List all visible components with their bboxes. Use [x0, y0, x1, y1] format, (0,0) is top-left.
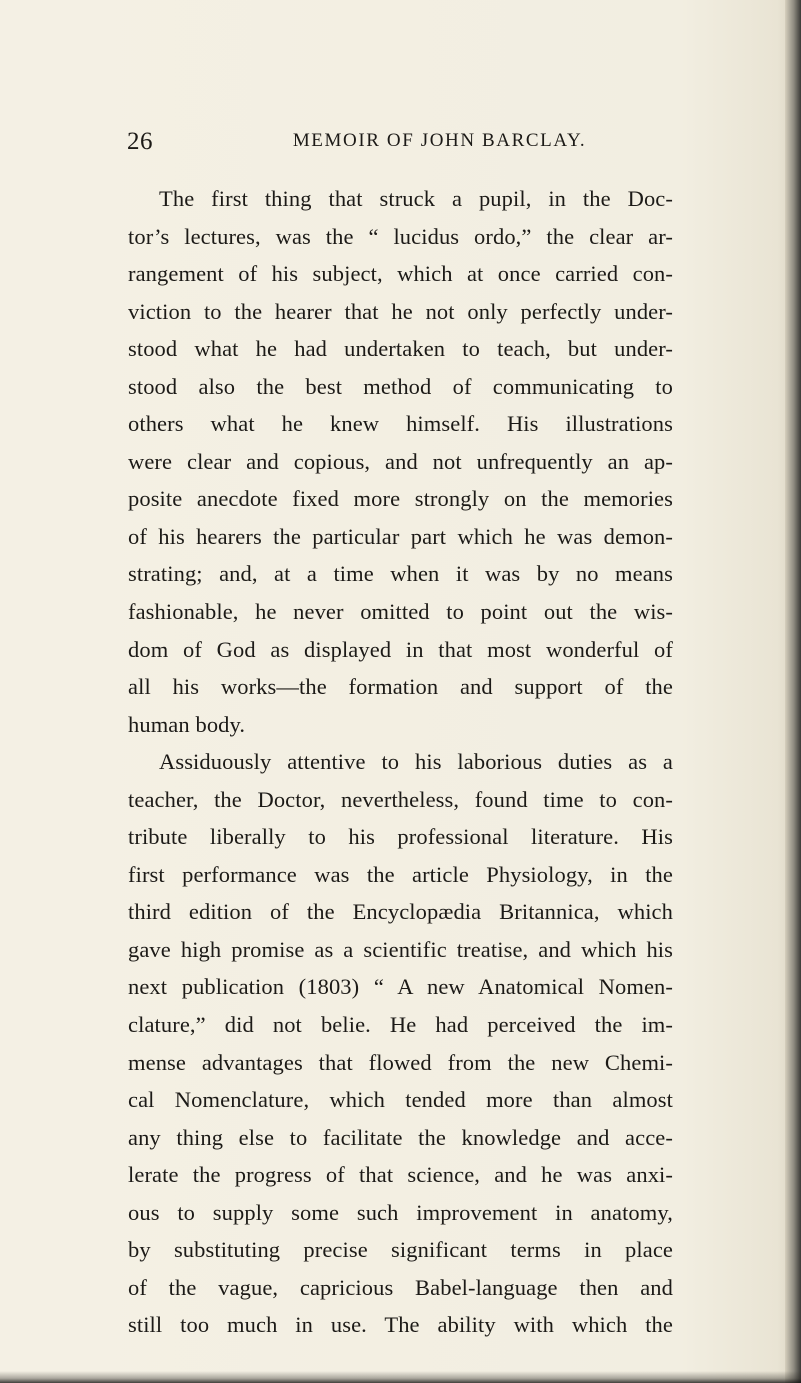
- text-line: stood also the best method of communicating to: [128, 373, 673, 399]
- text-line: any thing else to facilitate the knowledge and acce-: [128, 1124, 673, 1150]
- text-line: dom of God as displayed in that most wonderful of: [128, 636, 673, 662]
- running-head: [127, 128, 672, 160]
- text-line: human body.: [128, 711, 246, 737]
- text-line: third edition of the Encyclopædia Britannica, which: [128, 899, 673, 925]
- text-line: next publication (1803) “ A new Anatomical Nomen-: [128, 974, 673, 1000]
- text-line: all his works—the formation and support of the: [128, 674, 673, 700]
- text-line: teacher, the Doctor, nevertheless, found time to con-: [128, 786, 673, 812]
- text-line: of the vague, capricious Babel-language then and: [128, 1274, 673, 1300]
- page-bottom-shadow: [0, 1371, 801, 1383]
- body-text: [128, 180, 673, 1344]
- text-line: viction to the hearer that he not only perfectly under-: [128, 298, 673, 324]
- text-line: tribute liberally to his professional literature. His: [128, 824, 673, 850]
- text-line: rangement of his subject, which at once carried con-: [128, 261, 673, 287]
- text-line: stood what he had undertaken to teach, but under-: [128, 336, 673, 362]
- text-line: by substituting precise significant terms in place: [128, 1237, 673, 1263]
- running-title: MEMOIR OF JOHN BARCLAY.: [292, 130, 587, 151]
- page-number: 26: [127, 128, 153, 155]
- text-line: gave high promise as a scientific treatise, and which his: [128, 936, 673, 962]
- text-line: Assiduously attentive to his laborious duties as a: [159, 749, 673, 775]
- text-line: were clear and copious, and not unfrequently an ap-: [128, 448, 673, 474]
- text-line: still too much in use. The ability with which the: [128, 1312, 673, 1338]
- text-line: mense advantages that flowed from the new Chemi-: [128, 1049, 673, 1075]
- text-line: clature,” did not belie. He had perceived the im-: [128, 1012, 673, 1038]
- text-line: tor’s lectures, was the “ lucidus ordo,” the clear ar-: [128, 223, 673, 249]
- text-line: first performance was the article Physiology, in the: [128, 861, 673, 887]
- text-line: of his hearers the particular part which he was demon-: [128, 523, 673, 549]
- text-line: posite anecdote fixed more strongly on the memories: [128, 486, 673, 512]
- text-line: ous to supply some such improvement in anatomy,: [128, 1199, 673, 1225]
- page-edge-shadow: [785, 0, 801, 1383]
- text-line: others what he knew himself. His illustrations: [128, 411, 673, 437]
- text-line: strating; and, at a time when it was by no means: [128, 561, 673, 587]
- text-line: lerate the progress of that science, and he was anxi-: [128, 1162, 673, 1188]
- text-line: fashionable, he never omitted to point out the wis-: [128, 599, 673, 625]
- text-line: cal Nomenclature, which tended more than almost: [128, 1087, 673, 1113]
- text-line: The first thing that struck a pupil, in the Doc-: [159, 186, 673, 211]
